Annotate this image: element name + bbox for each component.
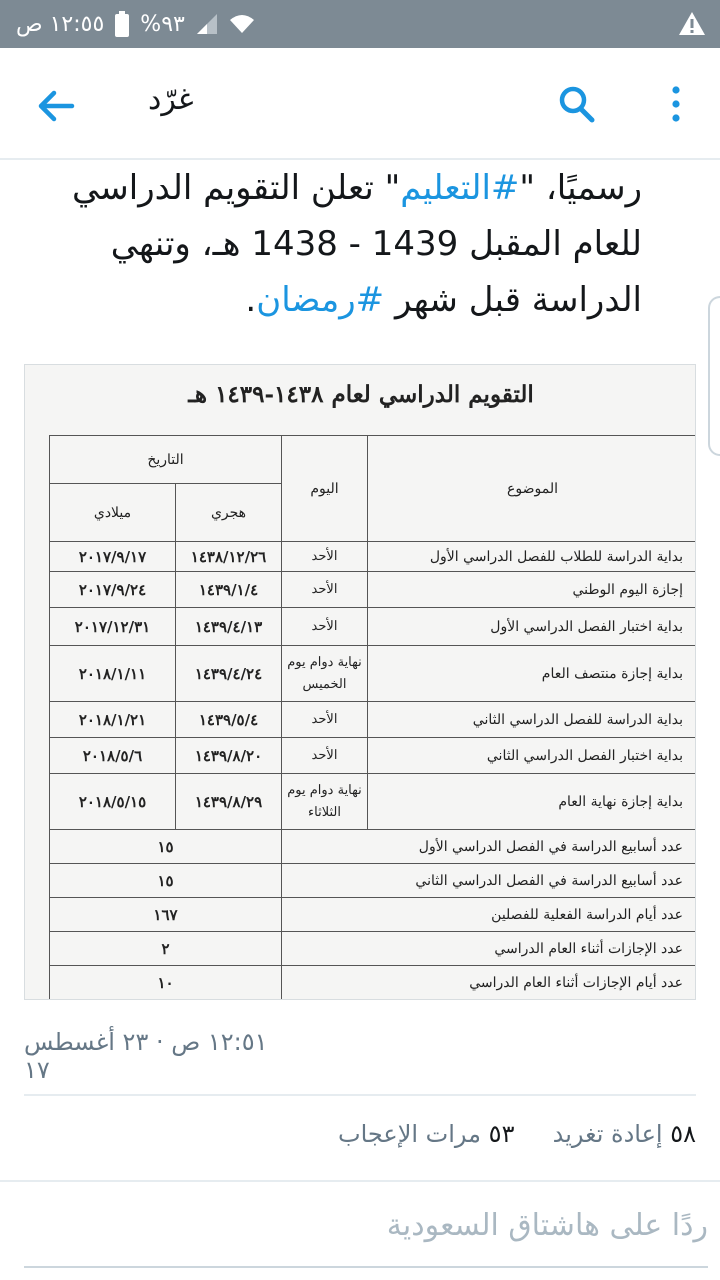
- hashtag-link[interactable]: #رمضان: [256, 280, 385, 320]
- table-row: [50, 572, 697, 608]
- app-bar: [0, 48, 720, 160]
- tweet-text-fragment: .: [245, 280, 257, 320]
- hashtag-link[interactable]: #التعليم: [400, 168, 520, 208]
- summary-value: ١٦٧: [50, 898, 282, 932]
- likes-count: ٥٣: [488, 1120, 515, 1148]
- document-title: التقويم الدراسي لعام ١٤٣٨-١٤٣٩ هـ: [188, 381, 534, 408]
- clock: ١٢:٥٥ ص: [16, 11, 105, 37]
- table-row: [50, 774, 697, 830]
- retweets-count: ٥٨: [670, 1120, 696, 1148]
- cell-subject: بداية الدراسة للطلاب للفصل الدراسي الأول: [368, 542, 697, 572]
- table-row: [50, 702, 697, 738]
- cell-hijri: ١٤٣٩/٤/١٣: [176, 608, 282, 646]
- cell-subject: بداية اختبار الفصل الدراسي الثاني: [368, 738, 697, 774]
- more-vertical-icon[interactable]: [664, 82, 688, 126]
- tweet-media-image[interactable]: [24, 364, 696, 1000]
- cell-gregorian: ٢٠١٧/١٢/٣١: [50, 608, 176, 646]
- reply-input[interactable]: ردًا على هاشتاق السعودية: [386, 1208, 708, 1243]
- tweet-stats: [337, 1120, 696, 1148]
- tweet-line-1: [22, 160, 642, 216]
- search-icon[interactable]: [556, 82, 596, 126]
- tweet-text: [22, 160, 642, 328]
- cell-subject: بداية إجازة نهاية العام: [368, 774, 697, 830]
- summary-label: عدد أسابيع الدراسة في الفصل الدراسي الأول: [282, 830, 697, 864]
- back-arrow-icon[interactable]: [32, 82, 80, 130]
- table-row: [50, 646, 697, 702]
- cell-gregorian: ٢٠١٨/٥/١٥: [50, 774, 176, 830]
- calendar-table: [49, 435, 696, 1000]
- cell-day: الأحد: [282, 608, 368, 646]
- cell-hijri: ١٤٣٨/١٢/٢٦: [176, 542, 282, 572]
- scroll-handle[interactable]: [708, 296, 720, 456]
- tweet-text-fragment: رسميًا، ": [519, 168, 642, 208]
- reply-underline: [24, 1266, 708, 1268]
- tweet-timestamp: ١٢:٥١ ص · ٢٣ أغسطس ١٧: [24, 1028, 268, 1084]
- alert-icon: [678, 10, 706, 38]
- cell-hijri: ١٤٣٩/٨/٢٠: [176, 738, 282, 774]
- summary-row: [50, 830, 697, 864]
- status-bar: [0, 0, 720, 48]
- retweets-label: إعادة تغريد: [552, 1120, 663, 1148]
- tweet-line-2: للعام المقبل 1439 - 1438 هـ، وتنهي: [110, 224, 642, 264]
- cell-hijri: ١٤٣٩/١/٤: [176, 572, 282, 608]
- table-row: [50, 738, 697, 774]
- header-gregorian: ميلادي: [50, 484, 176, 542]
- cell-gregorian: ٢٠١٧/٩/٢٤: [50, 572, 176, 608]
- retweets-stat[interactable]: [553, 1120, 696, 1148]
- summary-value: ١٥: [50, 864, 282, 898]
- divider: [0, 1180, 720, 1182]
- summary-row: [50, 864, 697, 898]
- battery-percent: %٩٣: [140, 11, 185, 37]
- likes-label: مرات الإعجاب: [337, 1120, 482, 1148]
- cell-day: نهاية دوام يوم الثلاثاء: [282, 774, 368, 830]
- cell-hijri: ١٤٣٩/٨/٢٩: [176, 774, 282, 830]
- wifi-icon: [229, 13, 255, 35]
- table-row: [50, 608, 697, 646]
- header-hijri: هجري: [176, 484, 282, 542]
- status-left: [16, 8, 255, 40]
- cell-gregorian: ٢٠١٨/١/١١: [50, 646, 176, 702]
- cell-subject: بداية الدراسة للفصل الدراسي الثاني: [368, 702, 697, 738]
- divider: [24, 1094, 696, 1096]
- table-row: [50, 542, 697, 572]
- header-day: اليوم: [282, 436, 368, 542]
- header-subject: الموضوع: [368, 436, 697, 542]
- tweet-text-fragment: الدراسة قبل شهر: [384, 280, 642, 320]
- summary-value: ١٥: [50, 830, 282, 864]
- cell-gregorian: ٢٠١٧/٩/١٧: [50, 542, 176, 572]
- summary-label: عدد الإجازات أثناء العام الدراسي: [282, 932, 697, 966]
- tweet-line-3: [22, 272, 642, 328]
- cell-gregorian: ٢٠١٨/١/٢١: [50, 702, 176, 738]
- summary-label: عدد أيام الدراسة الفعلية للفصلين: [282, 898, 697, 932]
- cell-day: الأحد: [282, 702, 368, 738]
- summary-value: ١٠: [50, 966, 282, 1000]
- cell-day: الأحد: [282, 542, 368, 572]
- cell-hijri: ١٤٣٩/٤/٢٤: [176, 646, 282, 702]
- cell-day: نهاية دوام يوم الخميس: [282, 646, 368, 702]
- tweet-text-fragment: " تعلن التقويم الدراسي: [71, 168, 401, 208]
- cell-day: الأحد: [282, 572, 368, 608]
- cell-hijri: ١٤٣٩/٥/٤: [176, 702, 282, 738]
- cell-day: الأحد: [282, 738, 368, 774]
- summary-row: [50, 932, 697, 966]
- cell-subject: بداية اختبار الفصل الدراسي الأول: [368, 608, 697, 646]
- summary-value: ٢: [50, 932, 282, 966]
- header-date: التاريخ: [50, 436, 282, 484]
- page-title: غرّد: [148, 82, 194, 117]
- summary-row: [50, 898, 697, 932]
- summary-label: عدد أيام الإجازات أثناء العام الدراسي: [282, 966, 697, 1000]
- cell-gregorian: ٢٠١٨/٥/٦: [50, 738, 176, 774]
- summary-row: [50, 966, 697, 1000]
- summary-label: عدد أسابيع الدراسة في الفصل الدراسي الثاني: [282, 864, 697, 898]
- battery-icon: [114, 11, 130, 37]
- cell-subject: بداية إجازة منتصف العام: [368, 646, 697, 702]
- cell-subject: إجازة اليوم الوطني: [368, 572, 697, 608]
- likes-stat[interactable]: [338, 1120, 514, 1148]
- signal-icon: [195, 12, 219, 36]
